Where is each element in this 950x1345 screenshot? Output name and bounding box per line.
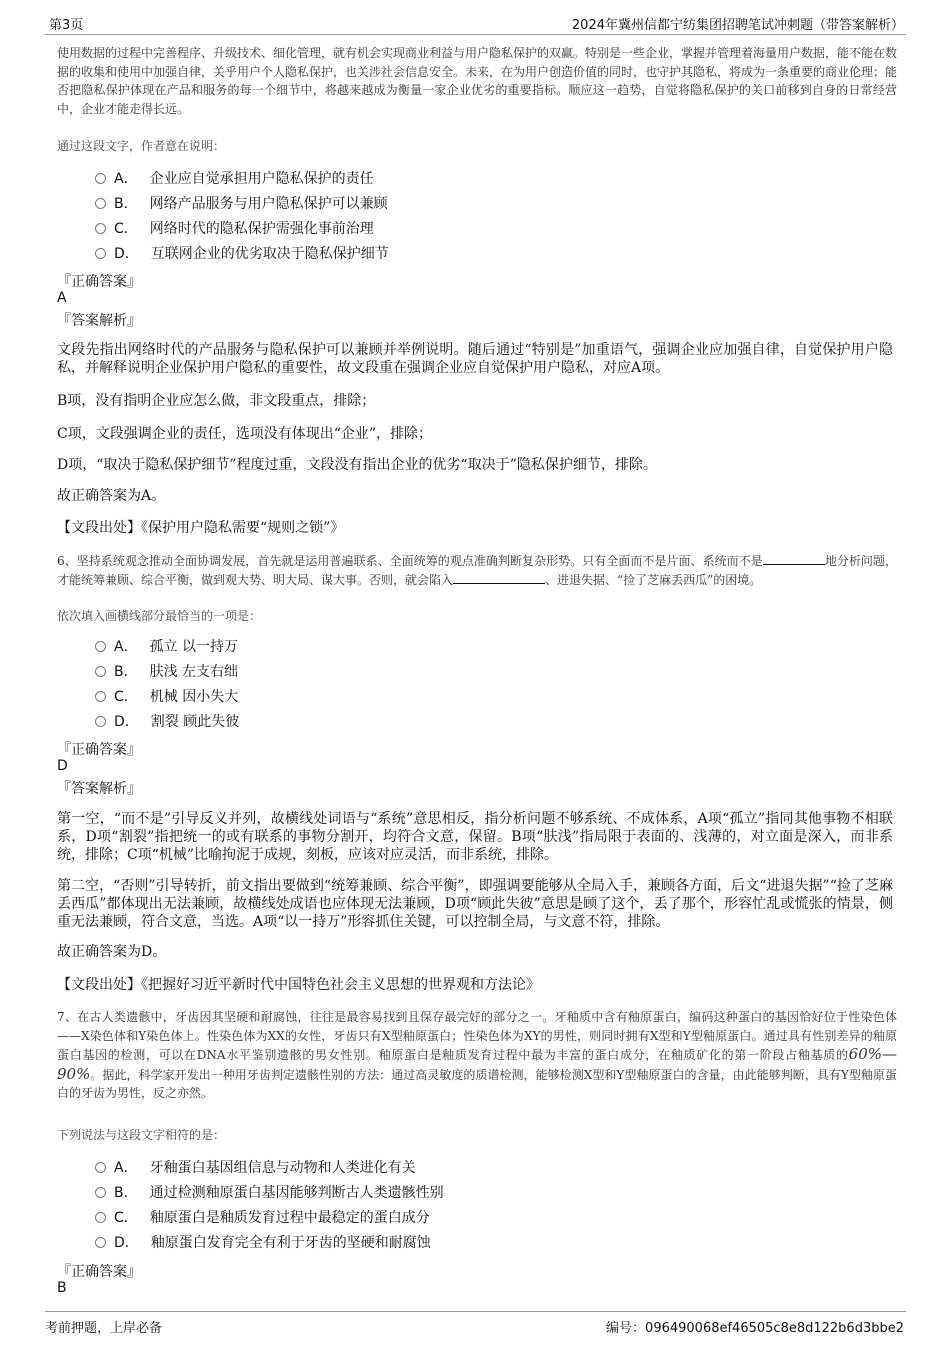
q5-option-b[interactable]: B． 网络产品服务与用户隐私保护可以兼顾 — [95, 195, 388, 213]
q6-option-b[interactable]: B． 肤浅 左支右绌 — [95, 663, 238, 681]
radio-icon[interactable] — [95, 248, 106, 259]
q6-analysis-3: 故正确答案为D。 — [57, 944, 167, 960]
q7-prompt: 下列说法与这段文字相符的是： — [57, 1128, 226, 1142]
q5-source: 【文段出处】《保护用户隐私需要“规则之锁”》 — [57, 520, 345, 536]
q5-analysis-3: C项，文段强调企业的责任，选项没有体现出“企业”，排除； — [57, 426, 433, 442]
fill-blank-2 — [453, 571, 545, 584]
fill-blank-1 — [763, 552, 825, 565]
page-footer — [45, 1311, 906, 1340]
q5-analysis-5: 故正确答案为A。 — [57, 488, 166, 504]
q5-analysis-1: 文段先指出网络时代的产品服务与隐私保护可以兼顾并举例说明。随后通过“特别是”加重语气，强调企业应加强自律，自觉保护用户隐私，并解释说明企业保护用户隐私的重要性，故文段重在强调企业应自觉保护用户隐私，对应A项。 — [57, 342, 893, 376]
q6-answer: D — [57, 758, 68, 774]
q6-option-a[interactable]: A． 孤立 以一持万 — [95, 638, 238, 656]
page-number: 第3页 — [49, 18, 84, 33]
q6-option-d[interactable]: D． 割裂 顾此失彼 — [95, 713, 239, 731]
radio-icon[interactable] — [95, 1187, 106, 1198]
radio-icon[interactable] — [95, 223, 106, 234]
q5-option-c[interactable]: C． 网络时代的隐私保护需强化事前治理 — [95, 220, 374, 238]
radio-icon[interactable] — [95, 691, 106, 702]
radio-icon[interactable] — [95, 1162, 106, 1173]
q7-option-c[interactable]: C． 釉原蛋白是釉质发育过程中最稳定的蛋白成分 — [95, 1209, 430, 1227]
q6-answer-label: 『正确答案』 — [57, 742, 141, 758]
q6-prompt: 依次填入画横线部分最恰当的一项是： — [57, 609, 262, 623]
q5-analysis-4: D项，“取决于隐私保护细节”程度过重，文段没有指出企业的优劣“取决于”隐私保护细节，排除。 — [57, 457, 657, 473]
q7-passage: 7、在古人类遗骸中，牙齿因其坚硬和耐腐蚀，往往是最容易找到且保存最完好的部分之一。牙釉质中含有釉原蛋白，编码这种蛋白的基因恰好位于性染色体——X染色体和Y染色体上。性染色体为XX的女性，牙齿只有X型釉原蛋白；性染色体为XY的男性，则同时拥有X型和Y型釉原蛋白。通过具有性别差异的釉原蛋白基因的检测，可以在DNA水平鉴别遗骸的男女性别。釉原蛋白是釉质发育过程中最为丰富的蛋白成分，在釉质矿化的第一阶段占釉基质的60%—90%。据此，科学家开发出一种用牙齿判定遗骸性别的方法：通过高灵敏度的质谱检测，能够检测X型和Y型釉原蛋白的含量，由此能够判断，具有Y型釉原蛋白的牙齿为男性，反之亦然。 — [57, 1010, 897, 1100]
q6-analysis-1: 第一空，“而不是”引导反义并列，故横线处词语与“系统”意思相反，指分析问题不够系统、不成体系，A项“孤立”指同其他事物不相联系，D项“割裂”指把统一的或有联系的事物分割开，均符合文意，保留。B项“肤浅”指局限于表面的、浅薄的，对立面是深入，而非系统，排除；C项“机械”比喻拘泥于成规，刻板，应该对应灵活，而非系统，排除。 — [57, 811, 893, 863]
q7-answer-label: 『正确答案』 — [57, 1264, 141, 1280]
footer-slogan: 考前押题，上岸必备 — [45, 1321, 163, 1336]
q6-source: 【文段出处】《把握好习近平新时代中国特色社会主义思想的世界观和方法论》 — [57, 977, 540, 993]
radio-icon[interactable] — [95, 198, 106, 209]
radio-icon[interactable] — [95, 666, 106, 677]
q5-answer: A — [57, 290, 67, 306]
percentage-formula: 60%—90% — [57, 1045, 897, 1083]
q6-option-c[interactable]: C． 机械 因小失大 — [95, 688, 238, 706]
q5-analysis-label: 『答案解析』 — [57, 313, 141, 329]
radio-icon[interactable] — [95, 1212, 106, 1223]
q5-answer-label: 『正确答案』 — [57, 274, 141, 290]
q7-option-a[interactable]: A． 牙釉蛋白基因组信息与动物和人类进化有关 — [95, 1159, 416, 1177]
page-header — [45, 10, 906, 35]
q5-analysis-2: B项，没有指明企业应怎么做，非文段重点，排除； — [57, 393, 376, 409]
q5-option-a[interactable]: A． 企业应自觉承担用户隐私保护的责任 — [95, 170, 374, 188]
q5-prompt: 通过这段文字，作者意在说明： — [57, 139, 226, 153]
q6-analysis-label: 『答案解析』 — [57, 781, 141, 797]
q6-passage: 6、坚持系统观念推动全面协调发展，首先就是运用普遍联系、全面统筹的观点准确判断复杂形势。只有全面而不是片面、系统而不是 地分析问题，才能统筹兼顾、综合平衡，做到观大势、明大局、谋大事。否则，就会陷入 、进退失据、“捡了芝麻丢西瓜”的困境。 — [57, 554, 897, 587]
radio-icon[interactable] — [95, 716, 106, 727]
q6-analysis-2: 第二空，“否则”引导转折，前文指出要做到“统筹兼顾、综合平衡”，即强调要能够从全局入手，兼顾各方面，后文“进退失据”“捡了芝麻丢西瓜”都体现出无法兼顾，故横线处成语也应体现无法兼顾，D项“顾此失彼”意思是顾了这个，丢了那个，形容忙乱或慌张的情景，侧重无法兼顾，符合文意，当选。A项“以一持万”形容抓住关键，可以控制全局，与文意不符，排除。 — [57, 878, 893, 930]
document-code: 编号：096490068ef46505c8e8d122b6d3bbe2 — [606, 1321, 904, 1336]
q5-option-d[interactable]: D． 互联网企业的优劣取决于隐私保护细节 — [95, 245, 389, 263]
q7-option-b[interactable]: B． 通过检测釉原蛋白基因能够判断古人类遗骸性别 — [95, 1184, 444, 1202]
q5-passage: 使用数据的过程中完善程序、升级技术、细化管理，就有机会实现商业利益与用户隐私保护的双赢。特别是一些企业，掌握并管理着海量用户数据，能不能在数据的收集和使用中加强自律，关乎用户个人隐私保护，也关涉社会信息安全。未来，在为用户创造价值的同时，也守护其隐私，将成为一条重要的商业伦理；能否把隐私保护体现在产品和服务的每一个细节中，将越来越成为衡量一家企业优劣的重要指标。顺应这一趋势，自觉将隐私保护的关口前移到自身的日常经营中，企业才能走得长远。 — [57, 46, 898, 116]
q7-answer: B — [57, 1280, 67, 1296]
document-title: 2024年冀州信都宁纺集团招聘笔试冲刺题（带答案解析） — [571, 18, 904, 33]
radio-icon[interactable] — [95, 1237, 106, 1248]
radio-icon[interactable] — [95, 173, 106, 184]
q7-option-d[interactable]: D． 釉原蛋白发育完全有利于牙齿的坚硬和耐腐蚀 — [95, 1234, 431, 1252]
radio-icon[interactable] — [95, 641, 106, 652]
